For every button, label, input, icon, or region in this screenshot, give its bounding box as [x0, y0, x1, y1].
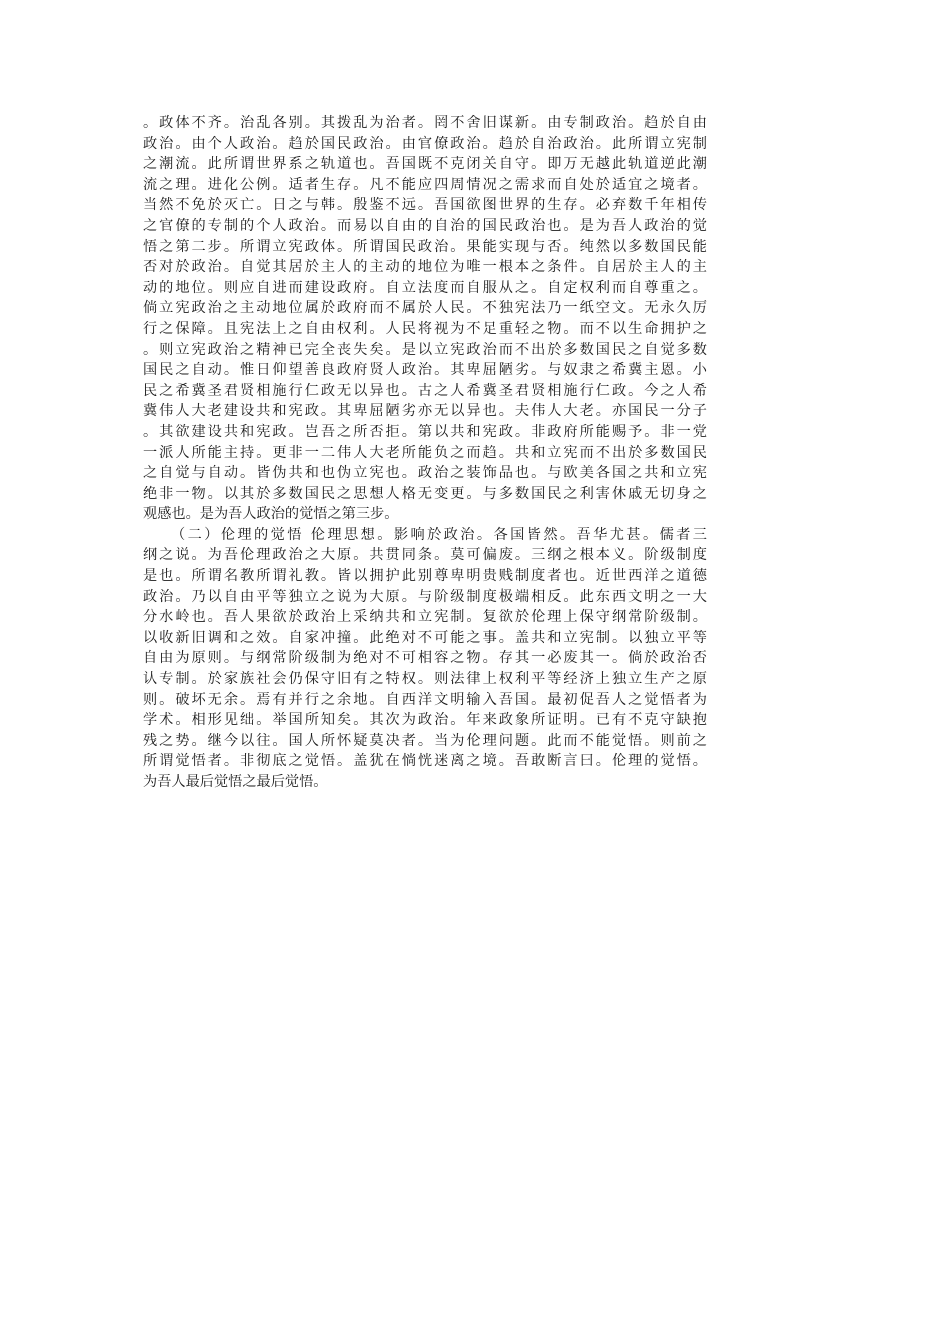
text-line: 之官僚的专制的个人政治。而易以自由的自治的国民政治也。是为吾人政治的觉	[143, 217, 707, 234]
text-line: 。其欲建设共和宪政。岂吾之所否拒。第以共和宪政。非政府所能赐予。非一党	[143, 423, 707, 440]
text-line: 是也。所谓名教所谓礼教。皆以拥护此别尊卑明贵贱制度者也。近世西洋之道德	[143, 568, 707, 585]
text-line: 残之势。继今以往。国人所怀疑莫决者。当为伦理问题。此而不能觉悟。则前之	[143, 732, 707, 749]
paragraph-political-awakening	[143, 113, 707, 525]
text-line: 纲之说。为吾伦理政治之大原。共贯同条。莫可偏废。三纲之根本义。阶级制度	[143, 547, 707, 564]
text-line: 观感也。是为吾人政治的觉悟之第三步。	[143, 506, 399, 523]
text-line: 学术。相形见绌。举国所知矣。其次为政治。年来政象所证明。已有不克守缺抱	[143, 712, 707, 729]
text-line: 民之希冀圣君贤相施行仁政无以异也。古之人希冀圣君贤相施行仁政。今之人希	[143, 382, 707, 399]
text-line: 政治。由个人政治。趋於国民政治。由官僚政治。趋於自治政治。此所谓立宪制	[143, 135, 707, 152]
text-line: 为吾人最后觉悟之最后觉悟。	[143, 774, 328, 790]
text-line: 一派人所能主持。更非一二伟人大老所能负之而趋。共和立宪而不出於多数国民	[143, 444, 707, 461]
text-line: 动的地位。则应自进而建设政府。自立法度而自服从之。自定权利而自尊重之。	[143, 279, 707, 296]
text-line: 政治。乃以自由平等独立之说为大原。与阶级制度极端相反。此东西文明之一大	[143, 588, 707, 605]
text-line: 冀伟人大老建设共和宪政。其卑屈陋劣亦无以异也。夫伟人大老。亦国民一分子	[143, 403, 707, 420]
section-heading-line: （二）伦理的觉悟 伦理思想。影响於政治。各国皆然。吾华尤甚。儒者三	[171, 526, 707, 543]
text-line: 所谓觉悟者。非彻底之觉悟。盖犹在惝恍迷离之境。吾敢断言曰。伦理的觉悟。	[143, 753, 707, 770]
text-line: 。则立宪政治之精神已完全丧失矣。是以立宪政治而不出於多数国民之自觉多数	[143, 341, 707, 358]
text-line: 悟之第二步。所谓立宪政体。所谓国民政治。果能实现与否。纯然以多数国民能	[143, 238, 707, 255]
text-line: 之自觉与自动。皆伪共和也伪立宪也。政治之装饰品也。与欧美各国之共和立宪	[143, 465, 707, 482]
text-line: 绝非一物。以其於多数国民之思想人格无变更。与多数国民之利害休戚无切身之	[143, 485, 707, 502]
text-line: 流之理。进化公例。适者生存。凡不能应四周情况之需求而自处於适宜之境者。	[143, 176, 707, 193]
text-line: 之潮流。此所谓世界系之轨道也。吾国既不克闭关自守。即万无越此轨道逆此潮	[143, 156, 707, 173]
text-line: 自由为原则。与纲常阶级制为绝对不可相容之物。存其一必废其一。倘於政治否	[143, 650, 707, 667]
text-line: 否对於政治。自觉其居於主人的主动的地位为唯一根本之条件。自居於主人的主	[143, 259, 707, 276]
text-line: 当然不免於灭亡。日之与韩。殷鉴不远。吾国欲图世界的生存。必弃数千年相传	[143, 197, 707, 214]
text-line: 以收新旧调和之效。自家冲撞。此绝对不可能之事。盖共和立宪制。以独立平等	[143, 629, 707, 646]
text-line: 倘立宪政治之主动地位属於政府而不属於人民。不独宪法乃一纸空文。无永久厉	[143, 300, 707, 317]
text-line: 国民之自动。惟日仰望善良政府贤人政治。其卑屈陋劣。与奴隶之希冀主恩。小	[143, 362, 707, 379]
text-line: 行之保障。且宪法上之自由权利。人民将视为不足重轻之物。而不以生命拥护之	[143, 320, 707, 337]
text-line: 认专制。於家族社会仍保守旧有之特权。则法律上权利平等经济上独立生产之原	[143, 671, 707, 688]
paragraph-ethical-awakening	[143, 525, 707, 793]
document-body	[143, 113, 707, 793]
text-line: 则。破坏无余。焉有并行之余地。自西洋文明输入吾国。最初促吾人之觉悟者为	[143, 691, 707, 708]
text-line: 。政体不齐。治乱各别。其拨乱为治者。罔不舍旧谋新。由专制政治。趋於自由	[143, 115, 707, 131]
text-line: 分水岭也。吾人果欲於政治上采纳共和立宪制。复欲於伦理上保守纲常阶级制。	[143, 609, 707, 626]
